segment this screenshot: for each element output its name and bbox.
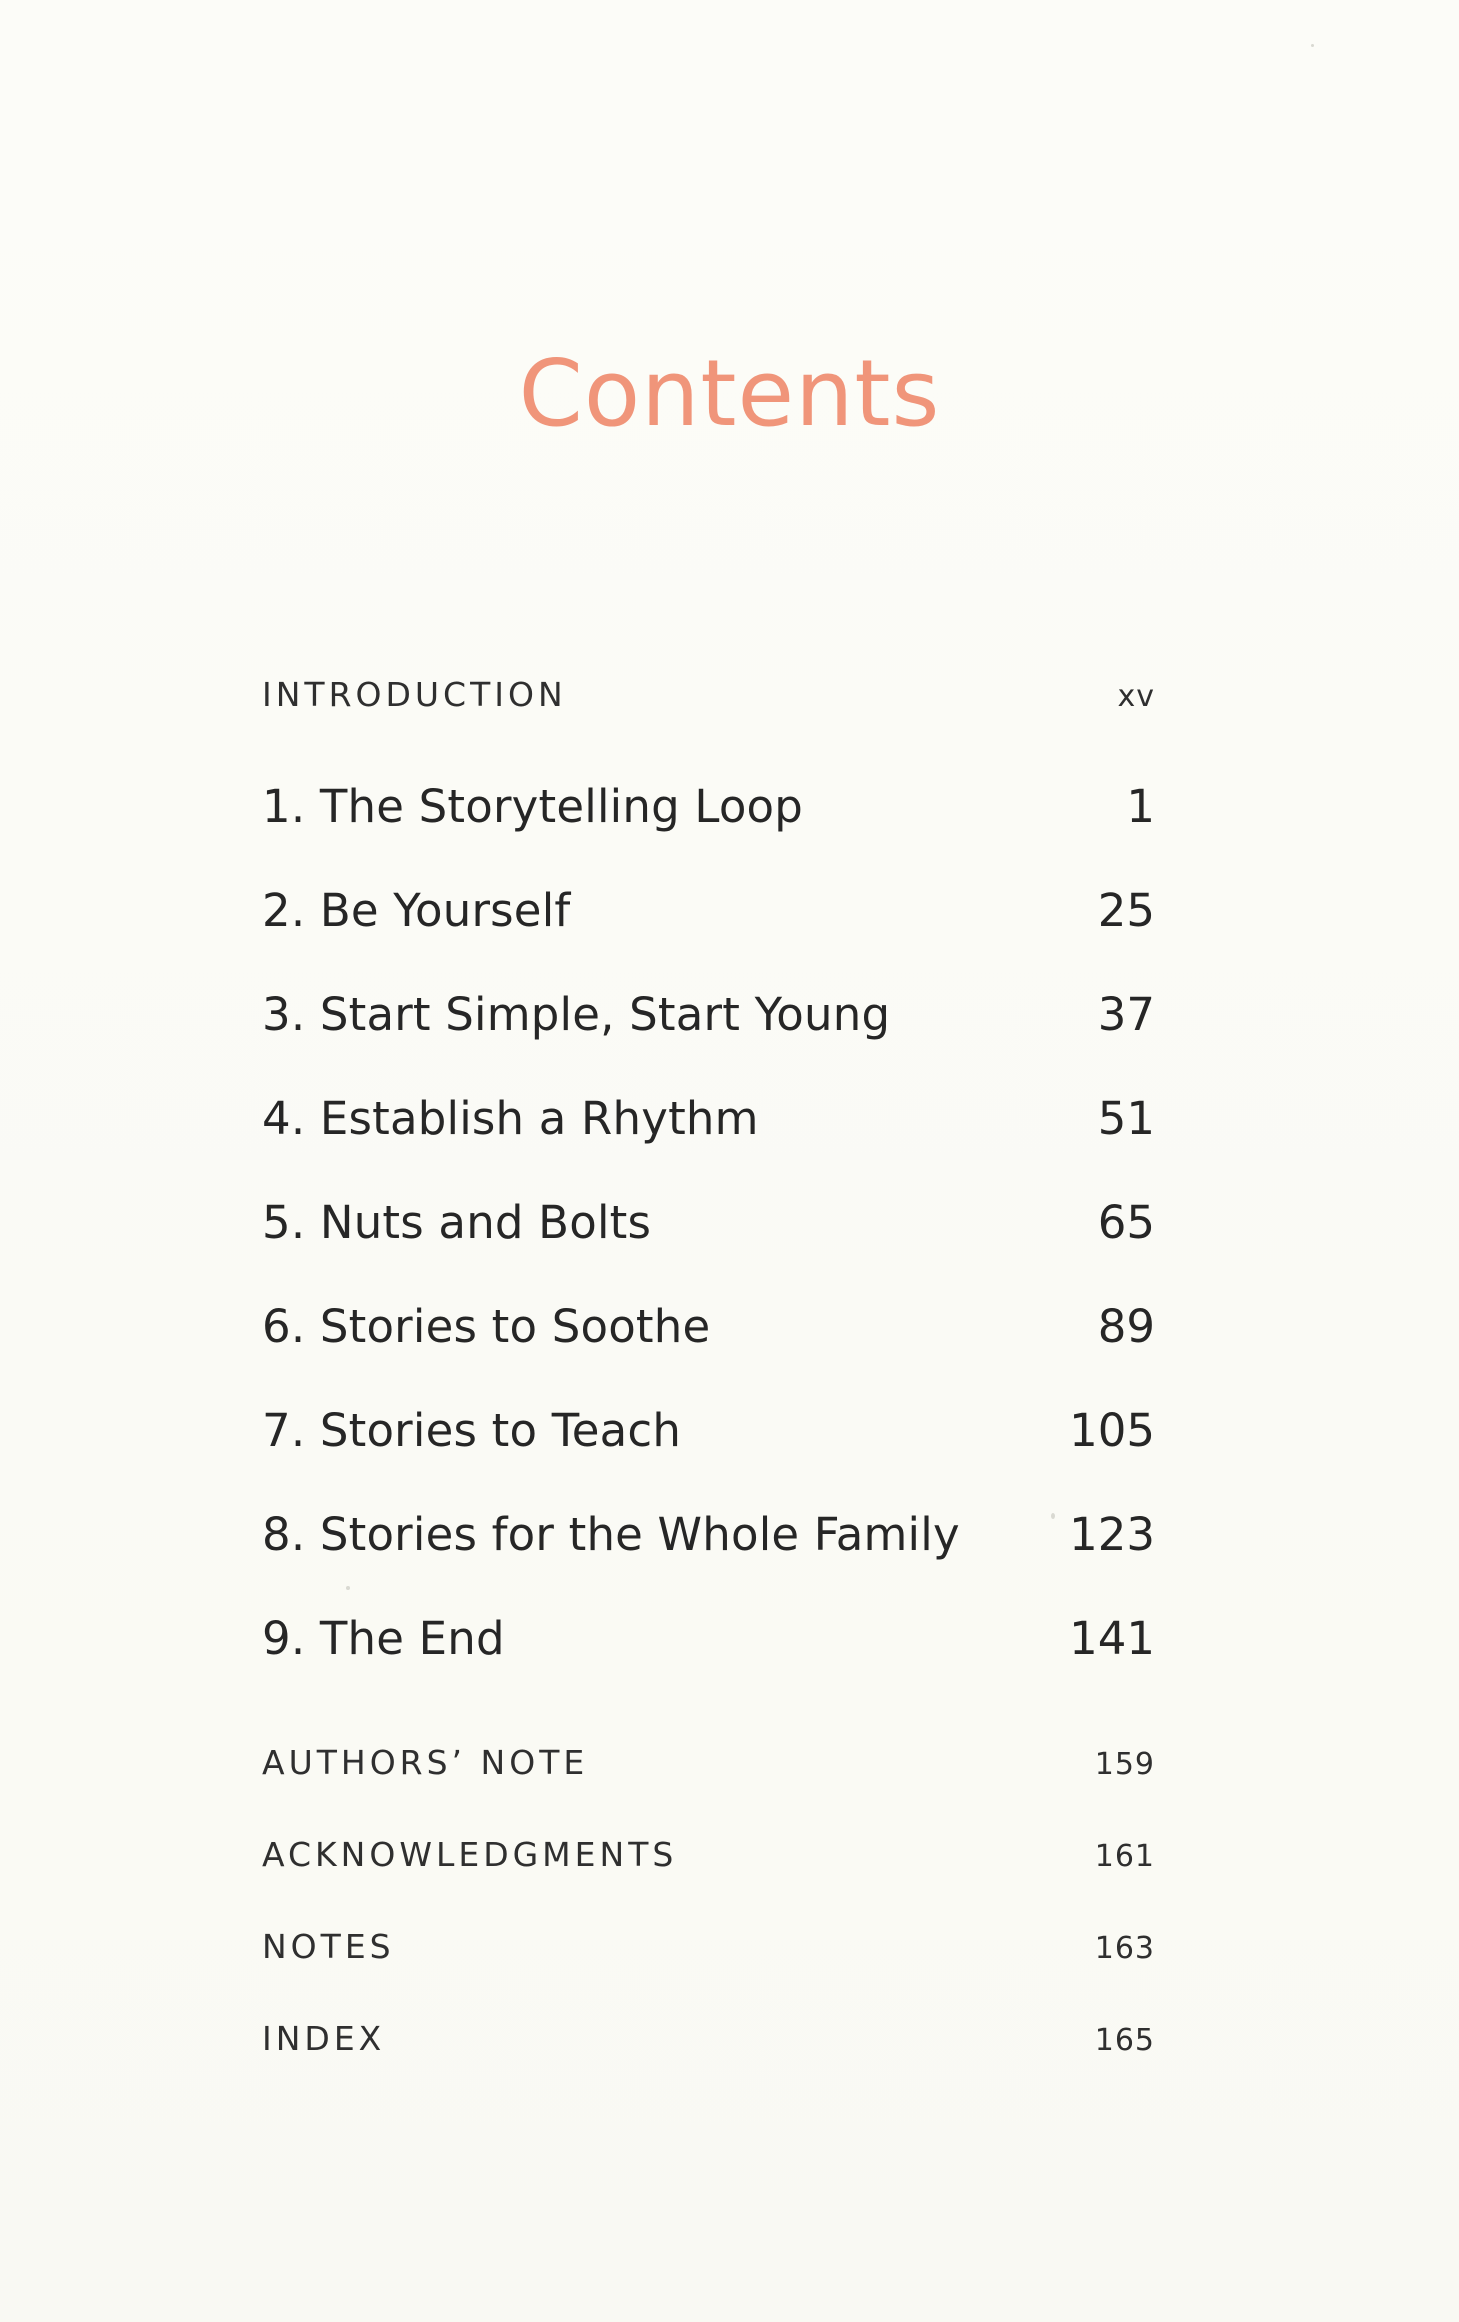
toc-entry-acknowledgments[interactable] <box>262 1835 1155 1874</box>
toc-entry-label: 6. Stories to Soothe <box>262 1300 711 1353</box>
toc-entry-page: 165 <box>1094 2023 1155 2058</box>
paper-speck <box>346 1586 350 1590</box>
toc-chapter-4[interactable] <box>262 1092 1155 1145</box>
toc-entry-page: 89 <box>1097 1300 1155 1353</box>
toc-entry-page: 105 <box>1069 1404 1155 1457</box>
toc-entry-label: AUTHORS’ NOTE <box>262 1743 589 1782</box>
toc-entry-label: 1. The Storytelling Loop <box>262 780 804 833</box>
paper-speck <box>1051 1513 1055 1519</box>
toc-entry-page: 159 <box>1094 1747 1155 1782</box>
toc-entry-label: 8. Stories for the Whole Family <box>262 1508 960 1561</box>
toc-entry-label: INTRODUCTION <box>262 675 567 714</box>
toc-chapter-7[interactable] <box>262 1404 1155 1457</box>
page-title: Contents <box>518 340 941 447</box>
toc-entry-label: NOTES <box>262 1927 395 1966</box>
toc-entry-label: 5. Nuts and Bolts <box>262 1196 652 1249</box>
toc-entry-page: 163 <box>1094 1931 1155 1966</box>
toc-entry-label: 3. Start Simple, Start Young <box>262 988 891 1041</box>
toc-entry-page: 1 <box>1126 780 1155 833</box>
toc-chapter-6[interactable] <box>262 1300 1155 1353</box>
toc-chapter-3[interactable] <box>262 988 1155 1041</box>
toc-entry-label: 9. The End <box>262 1612 505 1665</box>
toc-entry-introduction[interactable] <box>262 675 1155 714</box>
toc-chapter-2[interactable] <box>262 884 1155 937</box>
paper-speck <box>1311 44 1314 47</box>
toc-entry-page: 51 <box>1097 1092 1155 1145</box>
toc-entry-label: 7. Stories to Teach <box>262 1404 682 1457</box>
toc-entry-page: 25 <box>1097 884 1155 937</box>
toc-chapter-5[interactable] <box>262 1196 1155 1249</box>
toc-entry-page: 161 <box>1094 1839 1155 1874</box>
toc-entry-notes[interactable] <box>262 1927 1155 1966</box>
toc-entry-page: xv <box>1117 679 1155 714</box>
toc-entry-label: ACKNOWLEDGMENTS <box>262 1835 678 1874</box>
toc-chapter-8[interactable] <box>262 1508 1155 1561</box>
toc-chapter-9[interactable] <box>262 1612 1155 1665</box>
toc-entry-page: 123 <box>1069 1508 1155 1561</box>
toc-entry-page: 65 <box>1097 1196 1155 1249</box>
toc-chapter-1[interactable] <box>262 780 1155 833</box>
toc-entry-label: INDEX <box>262 2019 386 2058</box>
toc-entry-page: 141 <box>1069 1612 1155 1665</box>
toc-entry-index[interactable] <box>262 2019 1155 2058</box>
toc-entry-label: 4. Establish a Rhythm <box>262 1092 759 1145</box>
toc-entry-label: 2. Be Yourself <box>262 884 571 937</box>
toc-entry-authors-note[interactable] <box>262 1743 1155 1782</box>
toc-entry-page: 37 <box>1097 988 1155 1041</box>
